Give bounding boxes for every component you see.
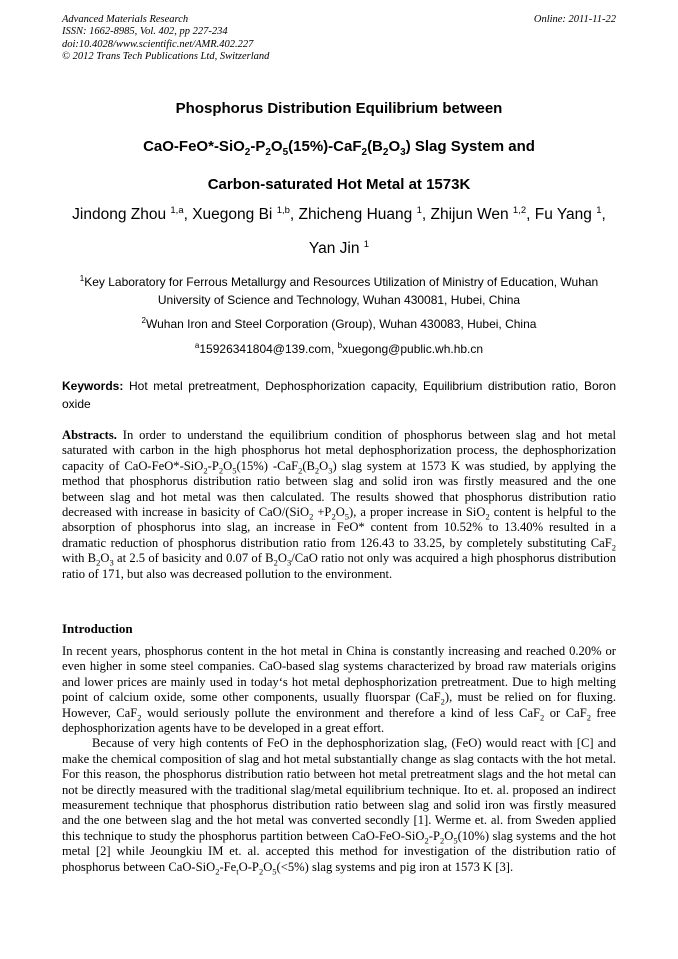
journal-header	[62, 14, 269, 64]
title-line-1: Phosphorus Distribution Equilibrium between	[175, 100, 503, 117]
keywords-text: Hot metal pretreatment, Dephosphorization capacity, Equilibrium distribution ratio, Boron oxide	[62, 379, 616, 411]
title-line-2: CaO-$FeO*-SiO_2-P_2O_5(15\%)-CaF_2(B_2O_3)$ Slag System and	[143, 138, 535, 158]
abstract-label: Abstracts.	[62, 428, 117, 442]
keywords-label: Keywords:	[62, 379, 124, 393]
affiliation-1: $^1$Key Laboratory for Ferrous Metallurgy and Resources Utilization of Ministry of Education, Wuhan University of Science and Technology, Wuhan 430081, Hubei, China	[79, 274, 599, 307]
paper-title	[40, 90, 638, 204]
journal-name: Advanced Materials Research	[62, 14, 189, 25]
online-date: Online: 2011-11-22	[533, 14, 616, 25]
author-line-1: Jindong Zhou $^{1,a}$, Xuegong Bi $^{1,b}$, Zhicheng Huang $^1$, Zhijun Wen $^{1,2}$, Fu Yang $^1$,	[72, 205, 606, 223]
title-line-3: Carbon-saturated Hot Metal at 1573K	[207, 176, 471, 193]
copyright-line: © 2012 Trans Tech Publications Ltd, Switzerland	[62, 51, 270, 63]
introduction-body	[62, 644, 616, 875]
intro-paragraph-2: Because of very high contents of FeO in the dephosphorization slag, (FeO) would react with [C] and make the chemical composition of slag and hot metal substantially change as slag contacts with the hot metal. For this reason, the phosphorus distribution ratio between hot metal pretreatment slags and the hot metal can not be directly measured with the traditional slag/metal equilibrium technique. Ito et. al. proposed an indirect measurement technique that phosphorus distribution ratio between slag and solid iron was firstly measured and the one between slag and the hot metal was converted secondly [1]. Werme et. al. from Sweden applied this technique to study the phosphorus partition between CaO-$FeO-SiO_2-P_2O_5(10\%)$ slag systems and the hot metal [2] while Jeoungkiu IM et. al. accepted this method for investigation of the distribution ratio of phosphorus between CaO-$SiO_2-Fe_tO-P_2O_5(<5\%)$ slag systems and pig iron at 1573 K [3].	[62, 736, 616, 877]
author-emails: $^a$15926341804@139.com, $^b$xuegong@public.wh.hb.cn	[194, 341, 484, 356]
affiliation-2: $^2$Wuhan Iron and Steel Corporation (Group), Wuhan 430083, Hubei, China	[141, 316, 537, 331]
abstract: Abstracts. In order to understand the equilibrium condition of phosphorus between slag and hot metal saturated with carbon in the high phosphorus hot metal dephosphorization process, the dephosphorization capacity of CaO-$FeO*-SiO_2-P_2O_5(15\%)$ $-CaF_2(B_2O_3)$ slag system at 1573 K was studied, by applying the method that phosphorus distribution ratio between slag and solid iron was firstly measured and the one between slag and hot metal was then calculated. The results showed that phosphorus distribution ratio decreased with increase in basicity of $CaO/(SiO_2 +P_2O_5)$, a proper increase in SiO$_2$ content is helpful to the absorption of phosphorus into slag, an increase in FeO* content from 10.52% to 13.40% resulted in a dramatic reduction of phosphorus distribution ratio from 126.43 to 33.25, by completely substituting CaF$_2$ with $B_2O_3$ at 2.5 of basicity and 0.07 of $B_2O_3$/CaO ratio not only was acquired a high phosphorus distribution ratio of 171, but also was decreased pollution to the environment.	[62, 428, 617, 581]
keywords	[62, 378, 616, 413]
doi-line: doi:10.4028/www.scientific.net/AMR.402.227	[62, 38, 254, 50]
intro-paragraph-1: In recent years, phosphorus content in the hot metal in China is constantly increasing and reached 0.20% or even higher in some steel companies. CaO-based slag systems characterized by broad raw materials origins and lower prices are mainly used in today‘s hot metal dephosphorization pretreatment. Due to high melting point of calcium oxide, some other components, usually fluorspar (CaF$_2$), must be relied on for fluxing. However, CaF$_2$ would seriously pollute the environment and therefore a kind of less CaF$_2$ or CaF$_2$ free dephosphorization agents have to be developed in a great effort.	[62, 644, 616, 736]
issn-line: ISSN: 1662-8985, Vol. 402, pp 227-234	[62, 26, 228, 38]
section-heading-introduction: Introduction	[62, 621, 133, 636]
author-line-2: Yan Jin $^1$	[308, 239, 370, 257]
author-list	[40, 198, 638, 266]
